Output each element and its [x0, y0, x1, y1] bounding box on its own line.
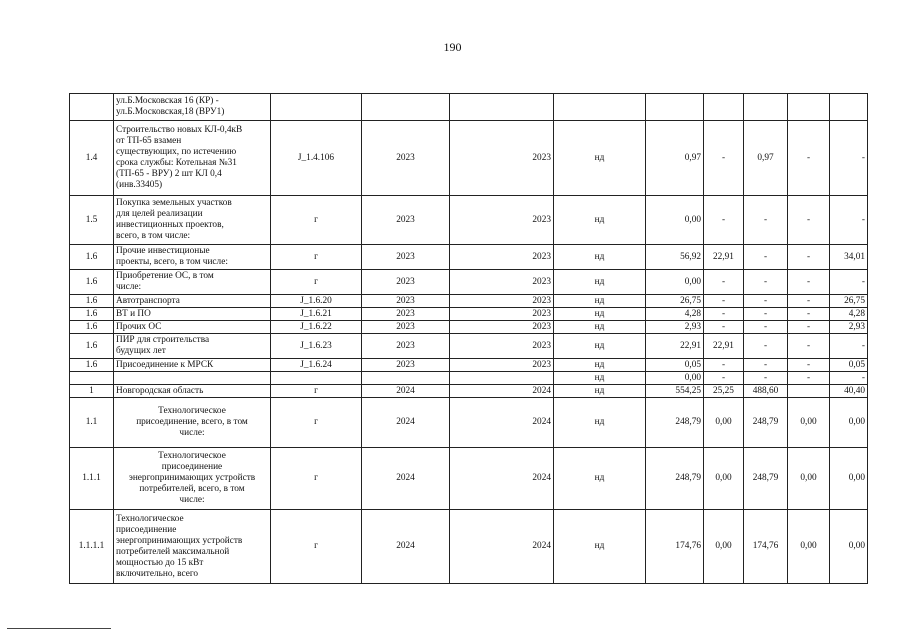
cell-value-col-3: 0,00: [788, 448, 830, 510]
cell-value-col-1: -: [704, 372, 744, 385]
cell-row-number: 1.6: [70, 308, 114, 321]
cell-start-year: [362, 372, 450, 385]
cell-start-year: 2023: [362, 121, 450, 196]
cell-object-name: Новгородская область: [114, 385, 271, 398]
table-row: [70, 295, 868, 308]
investment-program-table: [69, 93, 868, 584]
cell-value-col-1: 25,25: [704, 385, 744, 398]
cell-end-year: 2023: [450, 359, 554, 372]
cell-end-year: 2023: [450, 308, 554, 321]
cell-status-code: нд: [554, 308, 646, 321]
cell-value-col-4: 40,40: [830, 385, 868, 398]
cell-row-number: 1.1: [70, 398, 114, 448]
cell-total-value: 0,00: [646, 372, 704, 385]
cell-value-col-2: 174,76: [744, 510, 788, 584]
table-row: [70, 94, 868, 121]
table-row: [70, 398, 868, 448]
cell-value-col-2: 488,60: [744, 385, 788, 398]
cell-end-year: 2023: [450, 196, 554, 245]
cell-object-name: Приобретение ОС, в том числе:: [114, 270, 271, 295]
cell-object-name: Технологическое присоединение энергопринимающих устройств потребителей максимальной мощностью до 15 кВт включительно, всего: [114, 510, 271, 584]
table-row: [70, 245, 868, 270]
cell-project-code: J_1.6.24: [271, 359, 362, 372]
cell-row-number: 1.1.1.1: [70, 510, 114, 584]
cell-status-code: нд: [554, 510, 646, 584]
cell-status-code: нд: [554, 245, 646, 270]
cell-value-col-2: -: [744, 321, 788, 334]
cell-value-col-3: -: [788, 245, 830, 270]
cell-total-value: 26,75: [646, 295, 704, 308]
cell-row-number: 1.6: [70, 270, 114, 295]
cell-value-col-2: -: [744, 270, 788, 295]
cell-start-year: 2023: [362, 270, 450, 295]
cell-start-year: 2024: [362, 398, 450, 448]
cell-project-code: [271, 94, 362, 121]
cell-project-code: J_1.6.20: [271, 295, 362, 308]
cell-status-code: [554, 94, 646, 121]
cell-value-col-3: -: [788, 196, 830, 245]
cell-start-year: 2024: [362, 385, 450, 398]
cell-value-col-4: -: [830, 121, 868, 196]
cell-project-code: J_1.4.106: [271, 121, 362, 196]
cell-object-name: Прочих ОС: [114, 321, 271, 334]
cell-project-code: г: [271, 385, 362, 398]
cell-start-year: 2023: [362, 359, 450, 372]
cell-row-number: 1: [70, 385, 114, 398]
table-row: [70, 372, 868, 385]
cell-end-year: 2024: [450, 448, 554, 510]
cell-total-value: [646, 94, 704, 121]
cell-row-number: 1.5: [70, 196, 114, 245]
table-row: [70, 448, 868, 510]
cell-object-name: Строительство новых КЛ-0,4кВ от ТП-65 взамен существующих, по истечению срока службы: Котельная №31 (ТП-65 - ВРУ) 2 шт КЛ 0,4 (инв.33405): [114, 121, 271, 196]
cell-total-value: 248,79: [646, 448, 704, 510]
table-row: [70, 334, 868, 359]
cell-object-name: Присоединение к МРСК: [114, 359, 271, 372]
cell-value-col-1: -: [704, 270, 744, 295]
cell-value-col-3: -: [788, 308, 830, 321]
cell-total-value: 56,92: [646, 245, 704, 270]
cell-total-value: 2,93: [646, 321, 704, 334]
cell-value-col-4: 4,28: [830, 308, 868, 321]
cell-start-year: 2024: [362, 448, 450, 510]
cell-project-code: г: [271, 448, 362, 510]
table-row: [70, 270, 868, 295]
cell-project-code: г: [271, 196, 362, 245]
cell-object-name: ВТ и ПО: [114, 308, 271, 321]
cell-value-col-1: 0,00: [704, 448, 744, 510]
table-row: [70, 121, 868, 196]
cell-end-year: 2023: [450, 121, 554, 196]
cell-project-code: [271, 372, 362, 385]
cell-object-name: ПИР для строительства будущих лет: [114, 334, 271, 359]
table-row: [70, 196, 868, 245]
cell-start-year: 2023: [362, 321, 450, 334]
cell-start-year: 2023: [362, 308, 450, 321]
cell-value-col-2: [744, 94, 788, 121]
cell-value-col-1: -: [704, 359, 744, 372]
cell-value-col-3: [788, 385, 830, 398]
cell-status-code: нд: [554, 398, 646, 448]
cell-start-year: 2023: [362, 245, 450, 270]
cell-value-col-4: 0,00: [830, 448, 868, 510]
cell-value-col-2: 248,79: [744, 398, 788, 448]
cell-value-col-4: -: [830, 334, 868, 359]
cell-value-col-3: -: [788, 334, 830, 359]
cell-start-year: 2023: [362, 295, 450, 308]
cell-value-col-1: 22,91: [704, 334, 744, 359]
cell-project-code: г: [271, 398, 362, 448]
cell-end-year: 2023: [450, 245, 554, 270]
cell-end-year: 2023: [450, 295, 554, 308]
cell-object-name: Прочие инвестиционые проекты, всего, в том числе:: [114, 245, 271, 270]
cell-total-value: 0,00: [646, 270, 704, 295]
cell-start-year: 2023: [362, 196, 450, 245]
cell-status-code: нд: [554, 196, 646, 245]
cell-value-col-4: 34,01: [830, 245, 868, 270]
cell-status-code: нд: [554, 372, 646, 385]
cell-value-col-3: -: [788, 321, 830, 334]
cell-project-code: г: [271, 510, 362, 584]
cell-status-code: нд: [554, 321, 646, 334]
cell-start-year: 2023: [362, 334, 450, 359]
table-row: [70, 308, 868, 321]
cell-object-name: ул.Б.Московская 16 (КР) - ул.Б.Московская,18 (ВРУ1): [114, 94, 271, 121]
cell-object-name: Технологическое присоединение, всего, в том числе:: [114, 398, 271, 448]
cell-value-col-1: 22,91: [704, 245, 744, 270]
cell-value-col-1: -: [704, 308, 744, 321]
cell-row-number: 1.1.1: [70, 448, 114, 510]
cell-value-col-2: -: [744, 308, 788, 321]
cell-value-col-1: -: [704, 121, 744, 196]
cell-value-col-2: 0,97: [744, 121, 788, 196]
cell-value-col-4: -: [830, 270, 868, 295]
cell-row-number: 1.6: [70, 334, 114, 359]
cell-row-number: [70, 94, 114, 121]
cell-value-col-1: -: [704, 196, 744, 245]
cell-value-col-4: [830, 94, 868, 121]
cell-project-code: г: [271, 245, 362, 270]
cell-status-code: нд: [554, 448, 646, 510]
cell-end-year: 2023: [450, 334, 554, 359]
cell-end-year: 2024: [450, 510, 554, 584]
cell-value-col-4: -: [830, 372, 868, 385]
cell-value-col-3: [788, 94, 830, 121]
cell-row-number: 1.6: [70, 359, 114, 372]
cell-value-col-2: -: [744, 372, 788, 385]
cell-row-number: 1.6: [70, 295, 114, 308]
cell-value-col-1: -: [704, 295, 744, 308]
cell-status-code: нд: [554, 270, 646, 295]
cell-value-col-3: 0,00: [788, 510, 830, 584]
cell-value-col-1: 0,00: [704, 510, 744, 584]
cell-end-year: 2024: [450, 385, 554, 398]
cell-total-value: 554,25: [646, 385, 704, 398]
cell-value-col-4: 0,00: [830, 510, 868, 584]
cell-object-name: Покупка земельных участков для целей реализации инвестиционных проектов, всего, в том числе:: [114, 196, 271, 245]
cell-value-col-2: -: [744, 359, 788, 372]
table-row: [70, 510, 868, 584]
table-row: [70, 385, 868, 398]
cell-value-col-4: -: [830, 196, 868, 245]
cell-value-col-3: -: [788, 295, 830, 308]
cell-row-number: 1.6: [70, 321, 114, 334]
table-row: [70, 321, 868, 334]
cell-value-col-2: -: [744, 295, 788, 308]
cell-row-number: 1.4: [70, 121, 114, 196]
cell-status-code: нд: [554, 385, 646, 398]
cell-value-col-3: 0,00: [788, 398, 830, 448]
cell-value-col-1: -: [704, 321, 744, 334]
cell-total-value: 4,28: [646, 308, 704, 321]
cell-value-col-3: -: [788, 372, 830, 385]
cell-value-col-2: -: [744, 196, 788, 245]
cell-total-value: 0,97: [646, 121, 704, 196]
cell-object-name: Технологическое присоединение энергопринимающих устройств потребителей, всего, в том числе:: [114, 448, 271, 510]
cell-value-col-1: [704, 94, 744, 121]
cell-row-number: [70, 372, 114, 385]
cell-value-col-4: 0,00: [830, 398, 868, 448]
cell-project-code: J_1.6.21: [271, 308, 362, 321]
page-number: 190: [443, 40, 462, 54]
cell-row-number: 1.6: [70, 245, 114, 270]
cell-object-name: [114, 372, 271, 385]
cell-status-code: нд: [554, 334, 646, 359]
cell-end-year: [450, 94, 554, 121]
cell-start-year: [362, 94, 450, 121]
cell-status-code: нд: [554, 295, 646, 308]
cell-project-code: J_1.6.22: [271, 321, 362, 334]
cell-value-col-2: -: [744, 334, 788, 359]
cell-value-col-4: 0,05: [830, 359, 868, 372]
cell-total-value: 174,76: [646, 510, 704, 584]
cell-total-value: 22,91: [646, 334, 704, 359]
cell-total-value: 0,00: [646, 196, 704, 245]
cell-value-col-4: 26,75: [830, 295, 868, 308]
cell-value-col-2: -: [744, 245, 788, 270]
cell-end-year: 2023: [450, 321, 554, 334]
cell-value-col-1: 0,00: [704, 398, 744, 448]
cell-end-year: [450, 372, 554, 385]
cell-value-col-4: 2,93: [830, 321, 868, 334]
cell-value-col-3: -: [788, 359, 830, 372]
cell-start-year: 2024: [362, 510, 450, 584]
cell-value-col-3: -: [788, 121, 830, 196]
cell-value-col-2: 248,79: [744, 448, 788, 510]
cell-total-value: 248,79: [646, 398, 704, 448]
cell-end-year: 2023: [450, 270, 554, 295]
cell-object-name: Автотранспорта: [114, 295, 271, 308]
cell-project-code: г: [271, 270, 362, 295]
cell-end-year: 2024: [450, 398, 554, 448]
cell-status-code: нд: [554, 359, 646, 372]
cell-total-value: 0,05: [646, 359, 704, 372]
cell-status-code: нд: [554, 121, 646, 196]
table-row: [70, 359, 868, 372]
cell-project-code: J_1.6.23: [271, 334, 362, 359]
footnote-separator: [7, 628, 111, 629]
cell-value-col-3: -: [788, 270, 830, 295]
